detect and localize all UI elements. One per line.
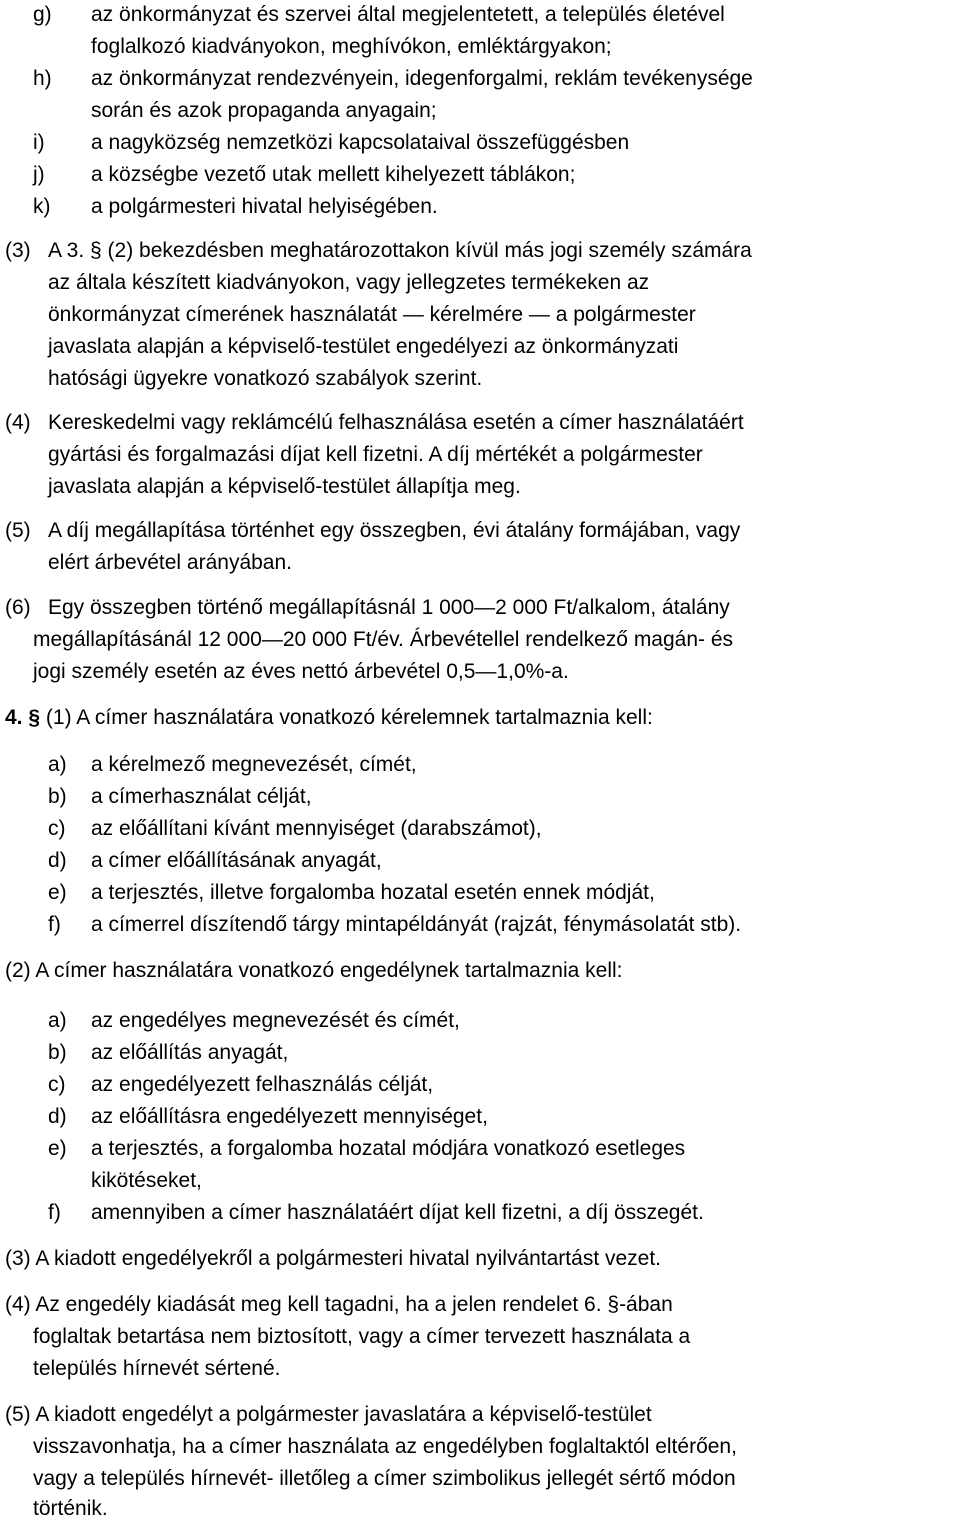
paragraph-line: (4) Az engedély kiadását meg kell tagadni, ha a jelen rendelet 6. §-ában: [5, 1293, 673, 1316]
list-item: az előállításra engedélyezett mennyiséget,: [91, 1105, 488, 1128]
paragraph-line: A díj megállapítása történhet egy összegben, évi átalány formájában, vagy: [48, 519, 741, 542]
list-item-h-line2: során és azok propaganda anyagain;: [91, 99, 437, 122]
list-label: e): [48, 1137, 67, 1160]
section-symbol: §: [28, 706, 41, 729]
list-item: a terjesztés, a forgalomba hozatal módjára vonatkozó esetleges: [91, 1137, 686, 1160]
list-item: a címer előállításának anyagát,: [91, 849, 382, 872]
paragraph-line: vagy a település hírnevét- illetőleg a címer szimbolikus jellegét sértő módon: [33, 1467, 736, 1490]
list-label: f): [48, 913, 61, 936]
list-item-i: a nagyközség nemzetközi kapcsolataival összefüggésben: [91, 131, 630, 154]
paragraph-line: elért árbevétel arányában.: [48, 551, 292, 574]
list-item: az előállítani kívánt mennyiséget (darabszámot),: [91, 817, 542, 840]
list-label: b): [48, 785, 67, 808]
list-label-j: j): [33, 163, 45, 186]
list-item: az engedélyes megnevezését és címét,: [91, 1009, 460, 1032]
subsection-3: (3) A kiadott engedélyekről a polgármesteri hivatal nyilvántartást vezet.: [5, 1247, 662, 1270]
list-label: a): [48, 1009, 67, 1032]
paragraph-line: hatósági ügyekre vonatkozó szabályok szerint.: [48, 367, 483, 390]
paragraph-label: (6): [5, 596, 31, 619]
paragraph-line: javaslata alapján a képviselő-testület állapítja meg.: [48, 475, 521, 498]
paragraph-line: javaslata alapján a képviselő-testület engedélyezi az önkormányzati: [48, 335, 679, 358]
section-number: 4.: [5, 706, 23, 729]
list-item-j: a községbe vezető utak mellett kihelyezett táblákon;: [91, 163, 576, 186]
list-item-g-line2: foglalkozó kiadványokon, meghívókon, emléktárgyakon;: [91, 35, 612, 58]
paragraph-line: település hírnevét sértené.: [33, 1357, 281, 1380]
list-item: az engedélyezett felhasználás célját,: [91, 1073, 434, 1096]
list-label: f): [48, 1201, 61, 1224]
list-item: az előállítás anyagát,: [91, 1041, 289, 1064]
list-label-h: h): [33, 67, 52, 90]
list-label-i: i): [33, 131, 45, 154]
list-label: d): [48, 1105, 67, 1128]
list-item-k: a polgármesteri hivatal helyiségében.: [91, 195, 438, 218]
list-item-g-line1: az önkormányzat és szervei által megjelentetett, a település életével: [91, 3, 725, 26]
paragraph-label: (3): [5, 239, 31, 262]
paragraph-line: gyártási és forgalmazási díjat kell fizetni. A díj mértékét a polgármester: [48, 443, 703, 466]
paragraph-line: jogi személy esetén az éves nettó árbevétel 0,5—1,0%-a.: [33, 660, 569, 683]
list-item: a terjesztés, illetve forgalomba hozatal esetén ennek módját,: [91, 881, 655, 904]
section-heading: (1) A címer használatára vonatkozó kérelemnek tartalmaznia kell:: [45, 706, 653, 729]
paragraph-line: A 3. § (2) bekezdésben meghatározottakon kívül más jogi személy számára: [48, 239, 752, 262]
paragraph-label: (5): [5, 519, 31, 542]
list-item: a címerrel díszítendő tárgy mintapéldányát (rajzát, fénymásolatát stb).: [91, 913, 742, 936]
paragraph-line: megállapításánál 12 000—20 000 Ft/év. Árbevétellel rendelkező magán- és: [33, 628, 734, 651]
list-label: c): [48, 1073, 66, 1096]
paragraph-line: visszavonhatja, ha a címer használata az engedélyben foglaltaktól eltérően,: [33, 1435, 737, 1458]
paragraph-line: az általa készített kiadványokon, vagy jellegzetes termékeken az: [48, 271, 650, 294]
paragraph-line: Kereskedelmi vagy reklámcélú felhasználása esetén a címer használatáért: [48, 411, 744, 434]
paragraph-line: Egy összegben történő megállapításnál 1 000—2 000 Ft/alkalom, átalány: [48, 596, 730, 619]
list-label: d): [48, 849, 67, 872]
list-label: e): [48, 881, 67, 904]
subsection-2-heading: (2) A címer használatára vonatkozó engedélynek tartalmaznia kell:: [5, 959, 623, 982]
paragraph-line: foglaltak betartása nem biztosított, vagy a címer tervezett használata a: [33, 1325, 691, 1348]
paragraph-label: (4): [5, 411, 31, 434]
list-item: a címerhasználat célját,: [91, 785, 312, 808]
list-item: a kérelmező megnevezését, címét,: [91, 753, 417, 776]
list-label-g: g): [33, 3, 52, 26]
list-label-k: k): [33, 195, 51, 218]
list-label: b): [48, 1041, 67, 1064]
paragraph-line: önkormányzat címerének használatát — kérelmére — a polgármester: [48, 303, 696, 326]
list-item: amennyiben a címer használatáért díjat kell fizetni, a díj összegét.: [91, 1201, 704, 1224]
list-item-continuation: kikötéseket,: [91, 1169, 202, 1192]
paragraph-line: (5) A kiadott engedélyt a polgármester javaslatára a képviselő-testület: [5, 1403, 652, 1426]
paragraph-line: történik.: [33, 1497, 108, 1520]
list-item-h-line1: az önkormányzat rendezvényein, idegenforgalmi, reklám tevékenysége: [91, 67, 753, 90]
list-label: a): [48, 753, 67, 776]
list-label: c): [48, 817, 66, 840]
